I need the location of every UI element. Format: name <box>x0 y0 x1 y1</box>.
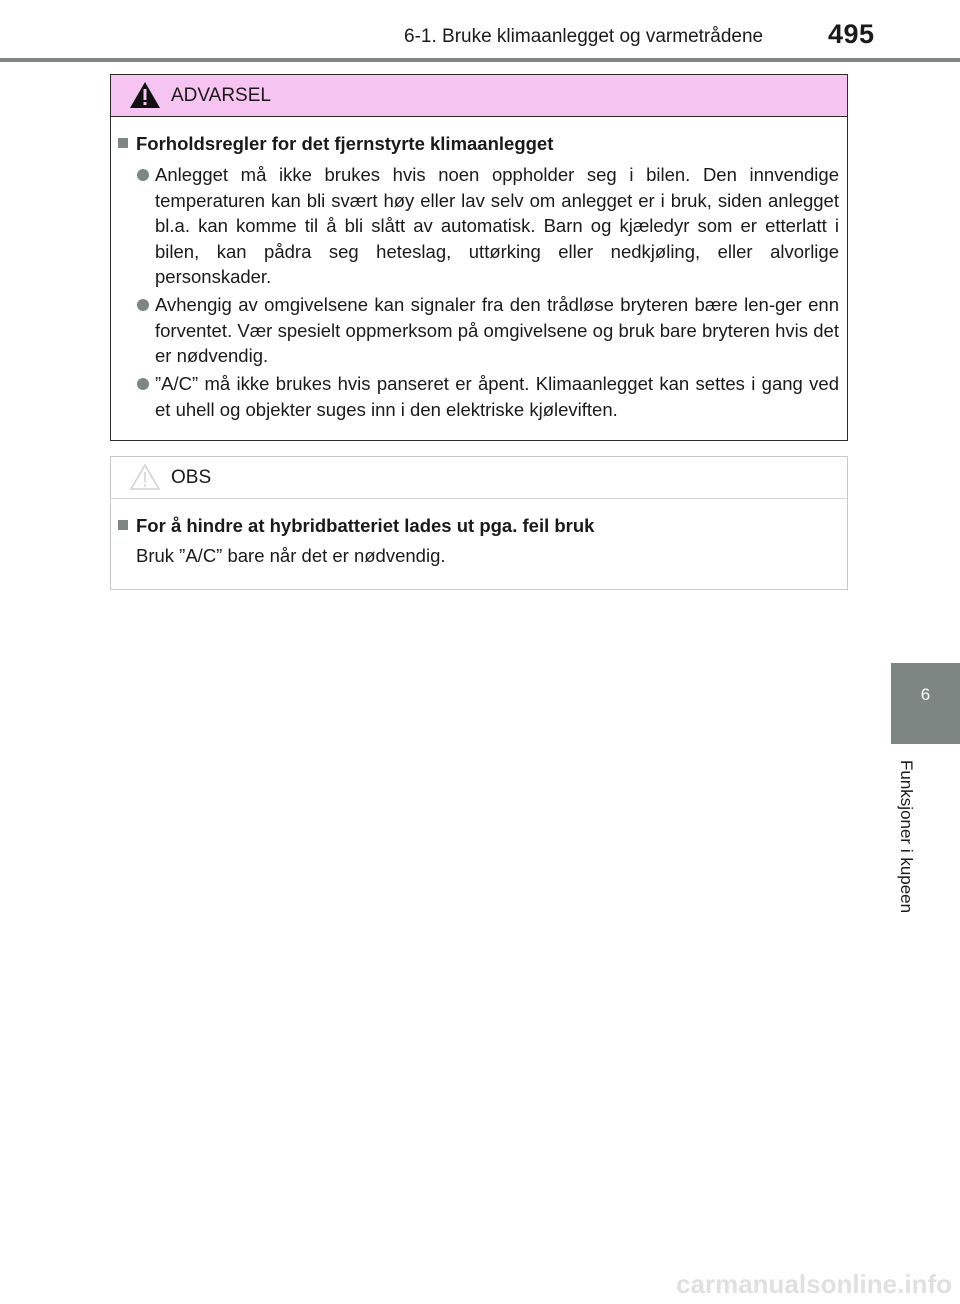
warning-label: ADVARSEL <box>171 85 271 106</box>
warning-box <box>110 74 848 441</box>
chapter-label: Funksjoner i kupeen <box>897 760 916 914</box>
warning-bullet <box>137 162 839 290</box>
warning-section-title <box>118 133 553 155</box>
warning-triangle-icon <box>129 81 161 109</box>
notice-section-title <box>118 515 594 537</box>
watermark-logo <box>574 1268 954 1300</box>
notice-section-title-text: For å hindre at hybridbatteriet lades ut pga. feil bruk <box>136 515 595 536</box>
notice-text: Bruk ”A/C” bare når det er nødvendig. <box>136 545 446 566</box>
running-header-title: 6-1. Bruke klimaanlegget og varmetrådene <box>404 26 764 47</box>
header-divider <box>0 58 960 62</box>
chapter-number: 6 <box>920 685 931 704</box>
warning-bullet <box>137 292 839 369</box>
notice-header <box>111 457 847 499</box>
watermark-text: carmanualsonline.info <box>676 1269 952 1299</box>
square-bullet-icon <box>118 138 128 148</box>
warning-header <box>111 75 847 117</box>
warning-section-title-text: Forholdsregler for det fjernstyrte klimaanlegget <box>136 133 554 154</box>
page-number: 495 <box>828 19 875 49</box>
warning-bullet-text: Anlegget må ikke brukes hvis noen oppholder seg i bilen. Den innvendige temperaturen kan bli svært høy eller lav selv om anlegget er i bruk, siden anlegget bl.a. kan komme til å bli slått av automatisk. Barn og kjæledyr som er etterlatt i bilen, kan pådra seg heteslag, uttørking eller nedkjøling, eller alvorlige personskader. <box>155 164 839 287</box>
round-bullet-icon <box>137 378 149 390</box>
warning-bullet-text: Avhengig av omgivelsene kan signaler fra den trådløse bryteren bære len-ger enn forventet. Vær spesielt oppmerksom på omgivelsene og bruk bare bryteren hvis det er nødvendig. <box>155 294 839 366</box>
square-bullet-icon <box>118 520 128 530</box>
chapter-tab[interactable] <box>891 663 960 744</box>
warning-bullet <box>137 371 839 422</box>
warning-bullet-text: ”A/C” må ikke brukes hvis panseret er åpent. Klimaanlegget kan settes i gang ved et uhell og objekter suges inn i den elektriske kjøleviften. <box>155 373 839 420</box>
round-bullet-icon <box>137 299 149 311</box>
notice-box <box>110 456 848 590</box>
round-bullet-icon <box>137 169 149 181</box>
notice-label: OBS <box>171 467 212 488</box>
caution-outline-triangle-icon <box>129 463 161 491</box>
